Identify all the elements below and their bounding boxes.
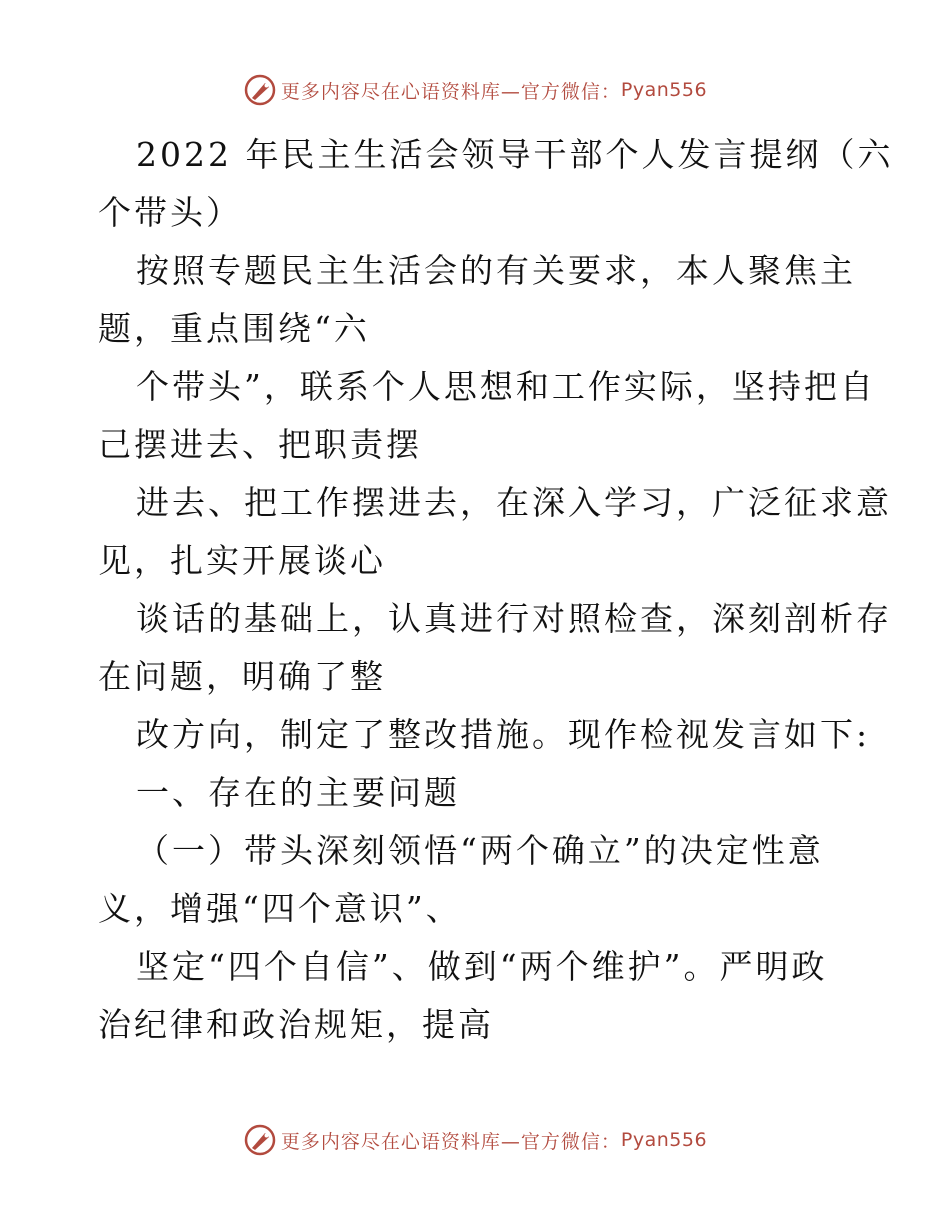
- text-line: 2022 年民主生活会领导干部个人发言提纲（六: [136, 135, 894, 174]
- footer-watermark-banner: [0, 1120, 950, 1160]
- pen-nib-logo-icon: [243, 73, 277, 107]
- text-line: 题，重点围绕“六: [98, 309, 370, 348]
- banner-text: 更多内容尽在心语资料库—官方微信：: [280, 80, 621, 103]
- document-body: [98, 126, 894, 1054]
- text-line: 进去、把工作摆进去，在深入学习，广泛征求意: [136, 483, 892, 522]
- banner-handle: Pyan556: [620, 1129, 708, 1151]
- text-line: 治纪律和政治规矩，提高: [98, 1005, 494, 1044]
- text-line: 按照专题民主生活会的有关要求，本人聚焦主: [136, 251, 856, 290]
- text-line: 己摆进去、把职责摆: [98, 425, 422, 464]
- text-line: 谈话的基础上，认真进行对照检查，深刻剖析存: [136, 599, 892, 638]
- text-line: 改方向，制定了整改措施。现作检视发言如下:: [136, 715, 871, 754]
- text-line: 个带头）: [98, 193, 242, 232]
- text-line: 个带头”，联系个人思想和工作实际，坚持把自: [136, 367, 876, 406]
- text-line: 一、存在的主要问题: [136, 773, 460, 812]
- header-watermark-banner: [0, 70, 950, 110]
- banner-handle: Pyan556: [620, 79, 708, 101]
- pen-nib-logo-icon: [243, 1123, 277, 1157]
- banner-text: 更多内容尽在心语资料库—官方微信：: [280, 1130, 621, 1153]
- text-line: （一）带头深刻领悟“两个确立”的决定性意: [136, 831, 824, 870]
- text-line: 坚定“四个自信”、做到“两个维护”。严明政: [136, 947, 828, 986]
- text-line: 义，增强“四个意识”、: [98, 889, 462, 928]
- text-line: 在问题，明确了整: [98, 657, 386, 696]
- text-line: 见，扎实开展谈心: [98, 541, 386, 580]
